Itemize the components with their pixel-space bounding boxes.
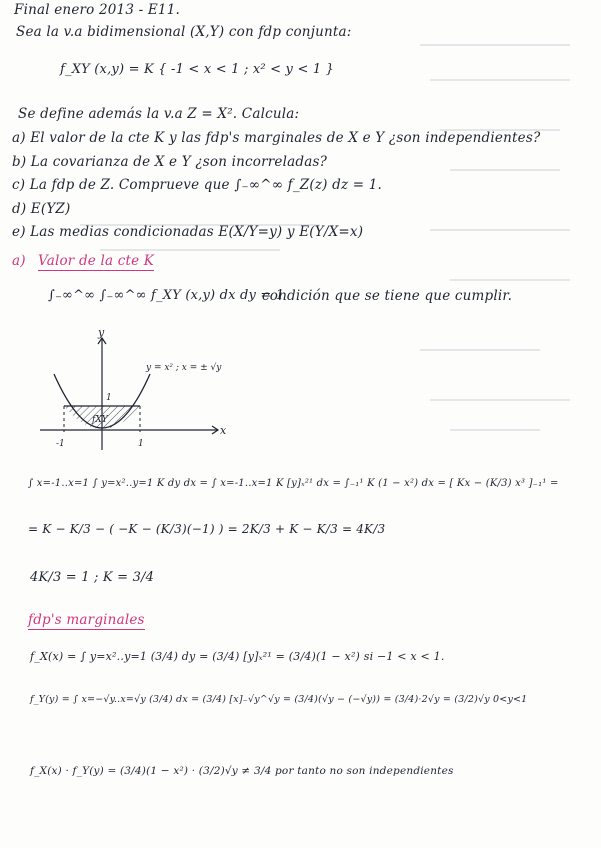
statement-item-a: a) El valor de la cte K y las fdp's marginales de X e Y ¿son independientes? [12, 130, 541, 146]
marginal-fx: f_X(x) = ∫ y=x²..y=1 (3/4) dy = (3/4) [y]ₓ²¹ = (3/4)(1 − x²) si −1 < x < 1. [30, 650, 445, 663]
statement-item-b: b) La covarianza de X e Y ¿son incorreladas? [12, 154, 328, 170]
statement-define-z: Se define además la v.a Z = X². Calcula: [18, 106, 300, 122]
tick-label-y-one: 1 [106, 393, 112, 403]
part-a-label: a) [12, 253, 26, 269]
region-diagram [40, 328, 230, 458]
integral-step-1: ∫ x=-1..x=1 ∫ y=x²..y=1 K dy dx = ∫ x=-1..x=1 K [y]ₓ²¹ dx = ∫₋₁¹ K (1 − x²) dx = [ Kx − (K/3) x³ ]₋₁¹ = [28, 478, 559, 489]
marginals-heading-text: fdp's marginales [28, 612, 145, 628]
y-axis-label: y [98, 328, 105, 339]
joint-density-definition: f_XY (x,y) = K { -1 < x < 1 ; x² < y < 1 } [60, 62, 335, 77]
k-result: 4K/3 = 1 ; K = 3/4 [30, 570, 155, 585]
normalization-condition: ∫₋∞^∞ ∫₋∞^∞ f_XY (x,y) dx dy = 1 [48, 288, 285, 303]
marginal-fy: f_Y(y) = ∫ x=−√y..x=√y (3/4) dx = (3/4) [x]₋√y^√y = (3/4)(√y − (−√y)) = (3/4)·2√y = (3/2)√y 0<y<1 [30, 694, 528, 705]
curve-label: y = x² ; x = ± √y [146, 363, 222, 373]
part-a-heading-text: Valor de la cte K [38, 253, 155, 269]
statement-item-d: d) E(YZ) [12, 201, 71, 217]
normalization-note: condición que se tiene que cumplir. [262, 288, 513, 304]
integral-step-2: = K − K/3 − ( −K − (K/3)(−1) ) = 2K/3 + K − K/3 = 4K/3 [28, 522, 386, 536]
region-label: fXY [92, 415, 108, 425]
statement-item-e: e) Las medias condicionadas E(X/Y=y) y E(Y/X=x) [12, 224, 364, 240]
exam-title: Final enero 2013 - E11. [14, 2, 181, 18]
independence-check: f_X(x) · f_Y(y) = (3/4)(1 − x²) · (3/2)√y ≠ 3/4 por tanto no son independientes [30, 765, 454, 777]
part-a-heading [38, 253, 154, 269]
tick-label-x-one: 1 [138, 439, 144, 449]
statement-intro: Sea la v.a bidimensional (X,Y) con fdp conjunta: [16, 24, 352, 40]
tick-label-x-minus-one: -1 [56, 439, 65, 449]
statement-item-c: c) La fdp de Z. Comprueve que ∫₋∞^∞ f_Z(z) dz = 1. [12, 177, 383, 193]
marginals-heading [28, 612, 145, 628]
x-axis-label: x [220, 424, 227, 437]
